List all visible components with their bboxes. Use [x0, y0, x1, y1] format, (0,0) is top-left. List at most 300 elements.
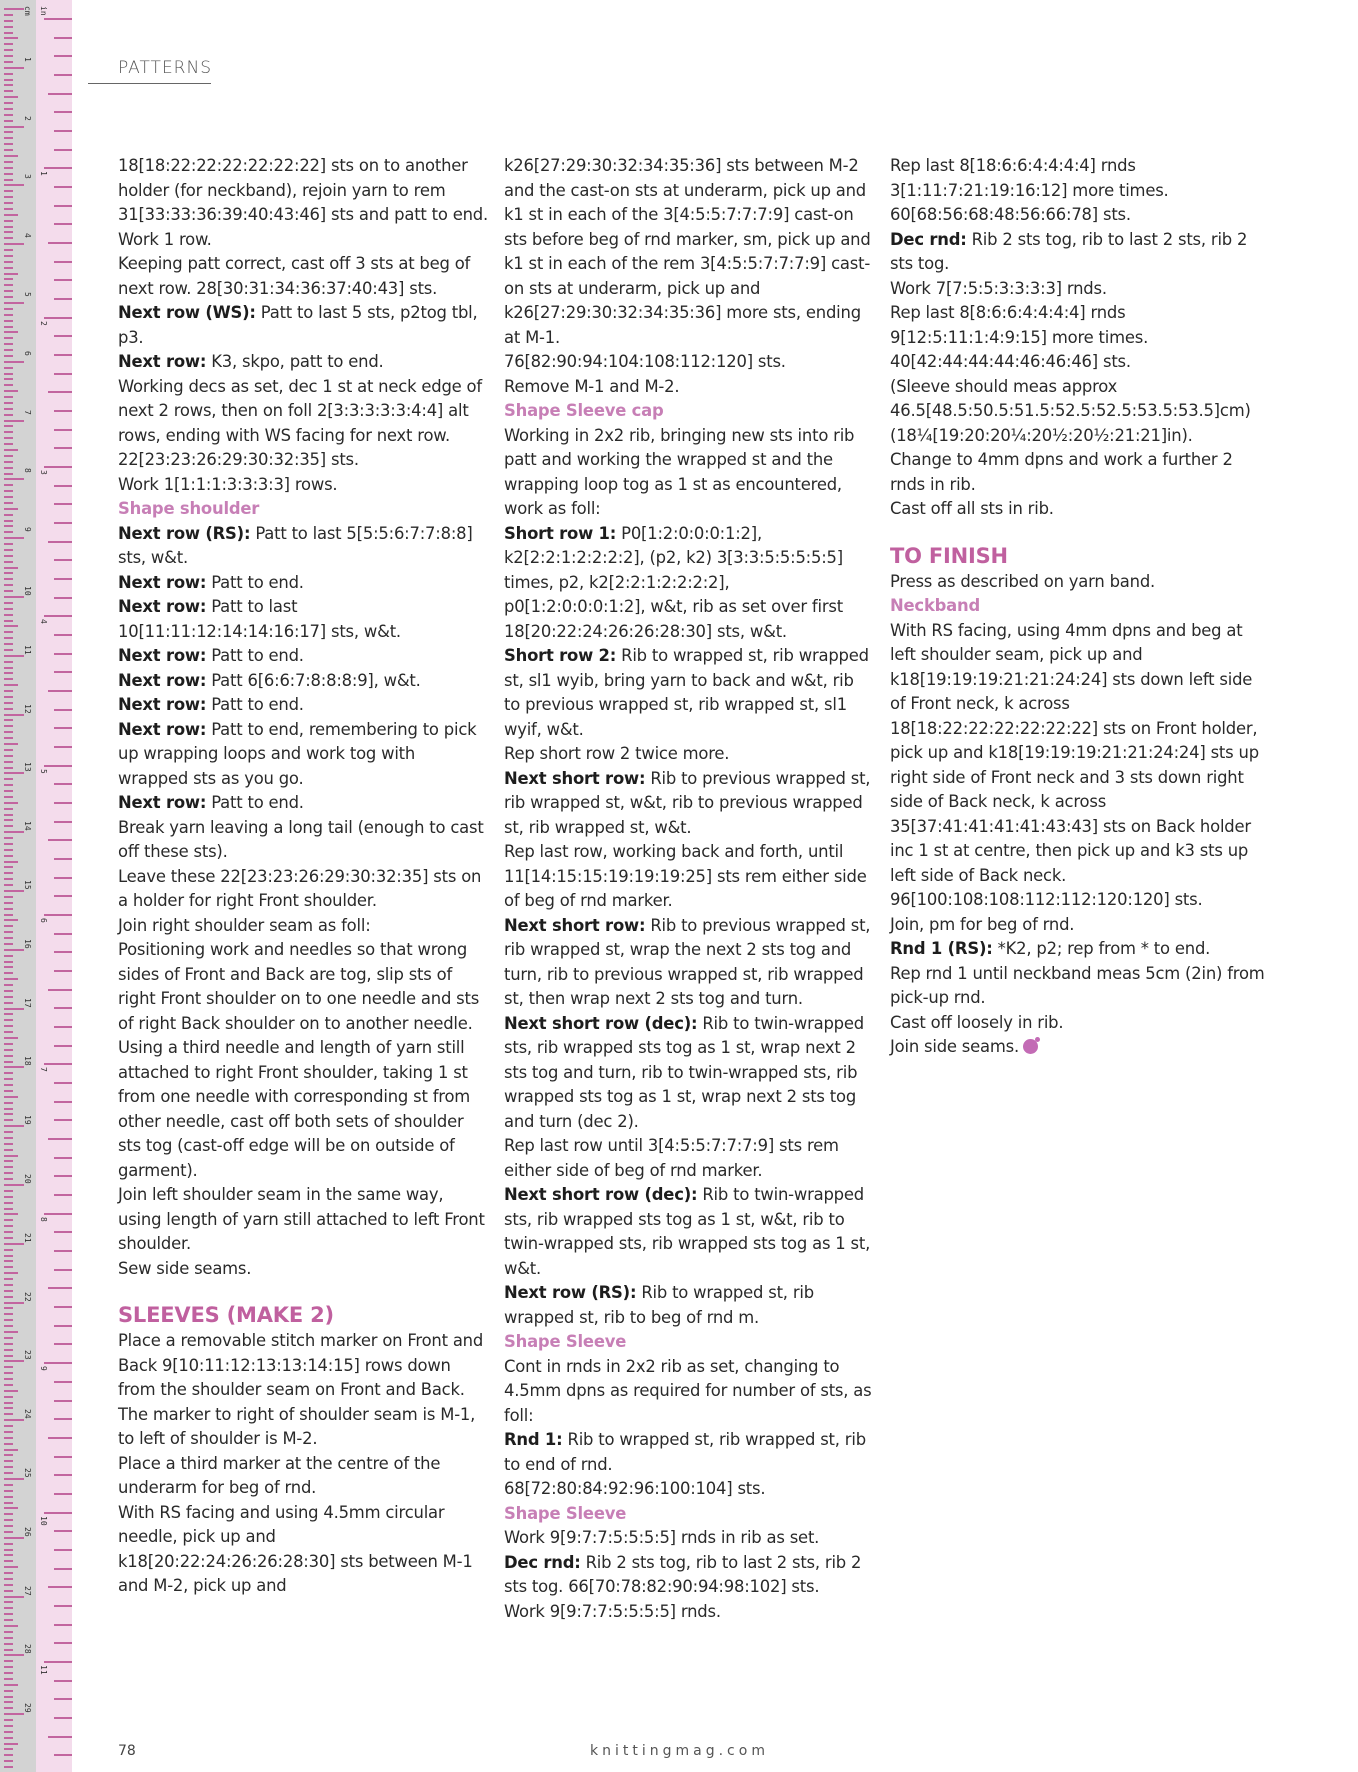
ruler-mm-tick [4, 984, 13, 986]
ruler-mm-tick [4, 902, 13, 904]
ruler-mm-tick [4, 1008, 24, 1010]
ruler-inch-tick [48, 839, 72, 841]
section-divider [88, 83, 211, 84]
ruler-mm-tick [4, 1766, 13, 1768]
ruler-mm-tick [4, 520, 13, 522]
ruler-mm-tick [4, 173, 13, 175]
ruler-inch-tick [54, 74, 72, 76]
instruction-paragraph [504, 742, 874, 767]
ruler-inch-tick [44, 1362, 72, 1364]
instruction-text: Rib to previous wrapped st, rib wrapped st, wrap the next 2 sts tog and turn, rib to previous wrapped st, rib wrapped st, then wrap next 2 sts tog and turn. [504, 915, 871, 1008]
ruler-mm-tick [4, 420, 24, 422]
ruler-mm-tick [4, 808, 13, 810]
ruler-cm-label: 6 [23, 350, 32, 356]
ruler-inch-tick [54, 485, 72, 487]
ruler-mm-tick [4, 1413, 13, 1415]
instruction-paragraph [118, 1183, 488, 1257]
instruction-paragraph [504, 1012, 874, 1135]
ruler-mm-tick [4, 1208, 13, 1210]
ruler-mm-tick [4, 1454, 13, 1456]
instruction-paragraph [118, 595, 488, 644]
instruction-paragraph [118, 816, 488, 865]
instruction-paragraph [890, 301, 1270, 375]
ruler-mm-tick [4, 337, 13, 339]
ruler-mm-tick [4, 1472, 13, 1474]
ruler-cm-label: 8 [23, 468, 32, 474]
instruction-text: Rib 2 sts tog, rib to last 2 sts, rib 2 sts tog. 66[70:78:82:90:94:98:102] sts. [504, 1552, 862, 1596]
instruction-text: Rep last row until 3[4:5:5:7:7:7:9] sts rem either side of beg of rnd marker. [504, 1136, 839, 1180]
ruler-inch-tick [54, 261, 72, 263]
instruction-text: Join side seams. [890, 1037, 1019, 1056]
instruction-label: Next row: [118, 670, 207, 690]
ruler-mm-tick [4, 384, 13, 386]
ruler-mm-tick [4, 578, 13, 580]
ruler-inch-label: 10 [39, 1515, 48, 1526]
ruler-mm-tick [4, 1155, 18, 1157]
instruction-paragraph [890, 375, 1270, 449]
ruler-mm-tick [4, 1049, 13, 1051]
instruction-paragraph [118, 718, 488, 792]
ruler-inch-tick [44, 18, 72, 20]
ruler-mm-tick [4, 1266, 13, 1268]
ruler-inch-tick [54, 1493, 72, 1495]
ruler-inch-tick [48, 1437, 72, 1439]
ruler-mm-tick [4, 908, 13, 910]
ruler-mm-tick [4, 155, 18, 157]
ruler-mm-tick [4, 378, 13, 380]
ruler-mm-tick [4, 1731, 13, 1733]
ruler-inch-tick [54, 970, 72, 972]
ruler-inch-tick [48, 1736, 72, 1738]
ruler-inch-tick [44, 1063, 72, 1065]
instruction-text: Work 1 row. [118, 229, 212, 249]
ruler-mm-tick [4, 261, 13, 263]
ruler-mm-tick [4, 1196, 13, 1198]
ruler-mm-tick [4, 1272, 18, 1274]
ruler-inch-tick [54, 354, 72, 356]
ruler-mm-tick [4, 761, 13, 763]
ruler-inch-tick [54, 1250, 72, 1252]
ruler-mm-tick [4, 684, 18, 686]
ruler-mm-tick [4, 1660, 13, 1662]
ruler-mm-tick [4, 884, 13, 886]
instruction-text: Join right shoulder seam as foll: [118, 915, 371, 935]
ruler-mm-tick [4, 914, 13, 916]
ruler-inch-tick [54, 1381, 72, 1383]
ruler-mm-tick [4, 1402, 13, 1404]
ruler-mm-tick [4, 661, 13, 663]
instruction-text: Press as described on yarn band. [890, 571, 1156, 591]
ruler-inch-tick [54, 933, 72, 935]
ruler-mm-tick [4, 1613, 13, 1615]
ruler-inch-tick [54, 858, 72, 860]
ruler-cm-label: 17 [23, 997, 32, 1008]
ruler-mm-tick [4, 1149, 13, 1151]
instruction-paragraph [504, 1551, 874, 1600]
ruler-cm-label: 22 [23, 1291, 32, 1302]
ruler-mm-tick [4, 1190, 13, 1192]
ruler-mm-tick [4, 220, 13, 222]
subsection-heading: Neckband [890, 596, 981, 615]
ruler-mm-tick [4, 367, 13, 369]
ruler-inch-tick [54, 410, 72, 412]
instruction-text: Join, pm for beg of rnd. [890, 914, 1075, 934]
instruction-text: Place a third marker at the centre of the underarm for beg of rnd. [118, 1453, 441, 1497]
ruler-inch-tick [54, 1549, 72, 1551]
ruler-inch-label: 5 [39, 768, 48, 774]
ruler-mm-tick [4, 208, 13, 210]
ruler-mm-tick [4, 278, 13, 280]
ruler-mm-tick [4, 1337, 13, 1339]
instruction-paragraph [118, 375, 488, 473]
ruler-mm-tick [4, 649, 13, 651]
instruction-paragraph [504, 767, 874, 841]
ruler-cm-label: 28 [23, 1644, 32, 1655]
ruler-mm-tick [4, 14, 13, 16]
ruler-mm-tick [4, 1307, 13, 1309]
ruler-mm-tick [4, 214, 18, 216]
ruler-mm-tick [4, 825, 13, 827]
ruler-mm-tick [4, 1072, 13, 1074]
instruction-paragraph [118, 1257, 488, 1282]
ruler-mm-tick [4, 1637, 13, 1639]
ruler-mm-tick [4, 749, 13, 751]
ruler-inch-tick [44, 466, 72, 468]
ruler-mm-tick [4, 525, 13, 527]
ruler-mm-tick [4, 55, 13, 57]
ruler-inch-tick [54, 55, 72, 57]
ruler-mm-tick [4, 1490, 13, 1492]
ruler-mm-tick [4, 767, 13, 769]
ruler-mm-tick [4, 1372, 13, 1374]
ruler-inch-label: 11 [39, 1664, 48, 1675]
instruction-text: Rep short row 2 twice more. [504, 744, 730, 763]
instruction-paragraph [504, 1355, 874, 1429]
instruction-text: Patt to end. [206, 793, 304, 812]
ruler-cm-label: 18 [23, 1056, 32, 1067]
ruler-mm-tick [4, 543, 13, 545]
ruler-mm-tick [4, 1460, 13, 1462]
column-right [890, 154, 1270, 1060]
ruler-mm-tick [4, 237, 13, 239]
ruler-mm-tick [4, 896, 13, 898]
ruler-inch-tick [44, 914, 72, 916]
ruler-inch-tick [54, 1026, 72, 1028]
ruler-inch-tick [44, 765, 72, 767]
ruler-mm-tick [4, 949, 24, 951]
ruler-mm-tick [4, 1513, 13, 1515]
instruction-label: Next row: [118, 646, 207, 665]
ruler-inch-tick [48, 391, 72, 393]
ruler-mm-tick [4, 796, 13, 798]
ruler-inch-unit: in [39, 6, 48, 16]
instruction-label: Rnd 1: [504, 1430, 563, 1449]
ruler-mm-tick [4, 1607, 13, 1609]
instruction-text: Rib to wrapped st, rib wrapped st, rib to beg of rnd m. [504, 1283, 814, 1327]
ruler-inch-tick [44, 615, 72, 617]
ruler-mm-tick [4, 1355, 13, 1357]
instruction-text: Cast off loosely in rib. [890, 1012, 1064, 1032]
ruler-mm-tick [4, 1525, 13, 1527]
instruction-label: Next row: [118, 572, 207, 592]
ruler-mm-tick [4, 1178, 13, 1180]
ruler-cm-label: 11 [23, 644, 32, 655]
ruler-mm-tick [4, 1478, 24, 1480]
ruler-cm-label: 5 [23, 292, 32, 297]
ruler-mm-tick [4, 549, 13, 551]
ruler-mm-tick [4, 1378, 13, 1380]
ruler-mm-tick [4, 90, 13, 92]
ruler-mm-tick [4, 1537, 24, 1539]
instruction-text: Rep last 8[18:6:6:4:4:4:4] rnds 3[1:11:7:21:19:16:12] more times. 60[68:56:68:48:56:66:78] sts. [890, 156, 1169, 224]
ruler-inch-tick [48, 1287, 72, 1289]
ruler-inch-tick [54, 1306, 72, 1308]
ruler-mm-tick [4, 184, 24, 186]
ruler-mm-tick [4, 179, 13, 181]
ruler-mm-tick [4, 1219, 13, 1221]
ruler-mm-tick [4, 1249, 13, 1251]
instruction-label: Next short row: [504, 768, 646, 788]
ruler-cm-label: 7 [23, 409, 32, 415]
ruler-mm-tick [4, 308, 13, 310]
ruler-mm-tick [4, 67, 24, 69]
ruler-mm-tick [4, 290, 13, 292]
ruler-mm-tick [4, 1055, 13, 1057]
ruler-mm-tick [4, 108, 13, 110]
ruler-mm-tick [4, 1549, 13, 1551]
ruler-mm-tick [4, 1425, 13, 1427]
instruction-text: Patt to last 5 sts, p2tog tbl, p3. [118, 303, 478, 347]
ruler-mm-tick [4, 1407, 13, 1409]
instruction-paragraph [504, 1428, 874, 1477]
instruction-paragraph [504, 1526, 874, 1551]
ruler-mm-tick [4, 1654, 24, 1656]
ruler-cm-label: 13 [23, 762, 32, 773]
ruler-cm-label: 3 [23, 174, 32, 180]
instruction-text: Rib to twin-wrapped sts, rib wrapped sts tog as 1 st, wrap next 2 sts tog and turn, rib to twin-wrapped sts, rib wrapped sts tog as 1 st, wrap next 2 sts tog and turn (dec 2). [504, 1013, 864, 1131]
ruler-mm-tick [4, 537, 24, 539]
ruler-mm-tick [4, 126, 24, 128]
ruler-mm-tick [4, 1108, 13, 1110]
instruction-paragraph [890, 448, 1270, 497]
instruction-paragraph [118, 938, 488, 1036]
ruler-inch-label: 4 [39, 619, 48, 625]
ruler-mm-tick [4, 1061, 13, 1063]
instruction-text: 76[82:90:94:104:108:112:120] sts. [504, 352, 786, 371]
instruction-paragraph [118, 473, 488, 498]
instruction-paragraph [118, 571, 488, 596]
page-number: 78 [118, 1743, 136, 1759]
instruction-text: Rib to twin-wrapped sts, rib wrapped sts tog as 1 st, w&t, rib to twin-wrapped sts, rib wrapped sts tog as 1 st, w&t. [504, 1185, 871, 1278]
ruler-mm-tick [4, 1466, 13, 1468]
ruler-mm-tick [4, 43, 13, 45]
ruler-mm-tick [4, 249, 13, 251]
ruler-mm-tick [4, 696, 13, 698]
ruler-mm-tick [4, 678, 13, 680]
instruction-paragraph [118, 1036, 488, 1183]
ruler-mm-tick [4, 1390, 18, 1392]
ruler-mm-tick [4, 1319, 13, 1321]
instruction-label: Next row (WS): [118, 303, 256, 322]
instruction-text: Patt to end. [206, 695, 304, 714]
ruler-mm-tick [4, 1090, 13, 1092]
ruler-mm-tick [4, 555, 13, 557]
ruler-inch-tick [54, 429, 72, 431]
ruler-mm-tick [4, 484, 13, 486]
ruler-cm-label: 20 [23, 1174, 32, 1184]
instruction-label: Next row (RS): [504, 1283, 637, 1302]
instruction-text: Cont in rnds in 2x2 rib as set, changing to 4.5mm dpns as required for number of sts, as foll: [504, 1356, 872, 1425]
ruler-mm-tick [4, 1066, 24, 1068]
ruler-inch-tick [54, 727, 72, 729]
ruler-mm-tick [4, 1025, 13, 1027]
ruler-mm-tick [4, 1031, 13, 1033]
ruler-inch-tick [54, 951, 72, 953]
ruler-cm-label: 9 [23, 527, 32, 533]
ruler-mm-tick [4, 1596, 24, 1598]
ruler-mm-tick [4, 1349, 13, 1351]
ruler-mm-tick [4, 1002, 13, 1004]
ruler-inch-tick [54, 1400, 72, 1402]
ruler-inch-label: 7 [39, 1067, 48, 1073]
ruler-mm-tick [4, 431, 13, 433]
ruler-mm-tick [4, 931, 13, 933]
ruler-inch-tick [54, 186, 72, 188]
subsection-heading: Shape Sleeve [504, 1332, 627, 1351]
ruler-mm-tick [4, 478, 24, 480]
instruction-text: With RS facing and using 4.5mm circular needle, pick up and k18[20:22:24:26:26:28:30] sts between M-1 and M-2, pick up and [118, 1502, 473, 1595]
instruction-label: Next row: [118, 695, 207, 714]
ruler-inch-tick [54, 279, 72, 281]
ruler-inch-tick [44, 1661, 72, 1663]
ruler-mm-tick [4, 1719, 13, 1721]
ruler-mm-tick [4, 149, 13, 151]
ruler-inch-tick [54, 802, 72, 804]
ruler-mm-tick [4, 1672, 13, 1674]
ruler-cm-label: 21 [23, 1232, 32, 1243]
ruler-mm-tick [4, 1184, 24, 1186]
ruler-cm-label: 24 [23, 1409, 32, 1419]
ruler-mm-tick [4, 1743, 18, 1745]
ruler-inch-tick [54, 1698, 72, 1700]
ruler-mm-tick [4, 1313, 13, 1315]
ruler-mm-tick [4, 1437, 13, 1439]
ruler-mm-tick [4, 32, 13, 34]
ruler-mm-tick [4, 861, 18, 863]
instruction-text: Patt to last 10[11:11:12:14:14:16:17] sts, w&t. [118, 597, 401, 641]
ruler-mm-tick [4, 1449, 18, 1451]
ruler-mm-tick [4, 1737, 13, 1739]
instruction-paragraph [504, 1134, 874, 1183]
instruction-text: Keeping patt correct, cast off 3 sts at beg of next row. 28[30:31:34:36:37:40:43] sts. [118, 254, 471, 298]
ruler-inch-tick [54, 671, 72, 673]
ruler-inch-tick [54, 111, 72, 113]
ruler-mm-tick [4, 1013, 13, 1015]
ruler-mm-tick [4, 1255, 13, 1257]
instruction-text: 18[18:22:22:22:22:22:22] sts on to another holder (for neckband), rejoin yarn to rem 31[33:33:36:39:40:43:46] sts and patt to end. [118, 156, 489, 224]
ruler-mm-tick [4, 672, 13, 674]
ruler-mm-tick [4, 831, 24, 833]
instruction-text: Place a removable stitch marker on Front and Back 9[10:11:12:13:13:14:15] rows down from the shoulder seam on Front and Back. The marker to right of shoulder seam is M-1, to left of shoulder is M-2. [118, 1331, 484, 1448]
ruler-mm-tick [4, 1560, 13, 1562]
ruler-mm-tick [4, 866, 13, 868]
ruler-mm-tick [4, 1431, 13, 1433]
instruction-paragraph [504, 1600, 874, 1625]
ruler-mm-tick [4, 843, 13, 845]
ruler-mm-tick [4, 302, 24, 304]
ruler-mm-tick [4, 978, 18, 980]
instruction-paragraph [504, 914, 874, 1012]
ruler-mm-tick [4, 1631, 13, 1633]
ruler-mm-tick [4, 1443, 13, 1445]
ruler-mm-tick [4, 625, 18, 627]
ruler-mm-tick [4, 714, 24, 716]
ruler-mm-tick [4, 1678, 13, 1680]
instruction-text: Using a third needle and length of yarn still attached to right Front shoulder, taking 1 st from one needle with corresponding st from other needle, cast off both sets of shoulder sts tog (cast-off edge will be on outside of garment). [118, 1038, 471, 1180]
instruction-label: Next row: [118, 719, 207, 739]
ruler-inch-tick [54, 149, 72, 151]
instruction-paragraph [504, 644, 874, 742]
instruction-paragraph [118, 154, 488, 228]
ruler-mm-tick [4, 396, 13, 398]
ruler-mm-tick [4, 1325, 13, 1327]
ruler-cm-label: 27 [23, 1585, 32, 1596]
ruler-inch-tick [54, 1605, 72, 1607]
ruler-mm-tick [4, 743, 18, 745]
ruler-mm-tick [4, 243, 24, 245]
ruler-cm-label: 1 [23, 56, 32, 62]
ruler-mm-tick [4, 1396, 13, 1398]
ruler-inch-tick [54, 1082, 72, 1084]
ruler-inch-tick [54, 1231, 72, 1233]
ruler-inch-tick [54, 503, 72, 505]
instruction-paragraph [504, 375, 874, 400]
ruler-mm-tick [4, 990, 13, 992]
ruler-inch-tick [54, 559, 72, 561]
instruction-text: Patt to last 5[5:5:6:7:7:8:8] sts, w&t. [118, 523, 473, 567]
ruler-mm-tick [4, 1160, 13, 1162]
instruction-label: Rnd 1 (RS): [890, 939, 993, 958]
instruction-text: Work 7[7:5:5:3:3:3:3] rnds. [890, 278, 1107, 298]
ruler-mm-tick [4, 1037, 18, 1039]
ruler-inch-tick [54, 1530, 72, 1532]
ruler-mm-tick [4, 819, 13, 821]
ruler-inch-tick [44, 1213, 72, 1215]
ruler-inch-tick [54, 223, 72, 225]
ruler-mm-tick [4, 502, 13, 504]
ruler-mm-tick [4, 508, 18, 510]
ruler-mm-tick [4, 937, 13, 939]
instruction-text: Work 9[9:7:7:5:5:5:5] rnds in rib as set. [504, 1528, 820, 1547]
ruler-inch-tick [48, 541, 72, 543]
ruler-mm-tick [4, 1202, 13, 1204]
ruler-mm-tick [4, 655, 24, 657]
ruler-inch-tick [54, 653, 72, 655]
ruler-mm-tick [4, 1119, 13, 1121]
ruler-mm-tick [4, 349, 13, 351]
ruler-mm-tick [4, 1213, 18, 1215]
ruler-mm-tick [4, 1543, 13, 1545]
ruler-inch-tick [54, 1456, 72, 1458]
instruction-paragraph [890, 1011, 1270, 1036]
ruler-mm-tick [4, 49, 13, 51]
ruler-mm-tick [4, 114, 13, 116]
ruler-mm-tick [4, 778, 13, 780]
ruler-mm-tick [4, 373, 13, 375]
ruler-inch-tick [54, 522, 72, 524]
ruler-mm-tick [4, 1748, 13, 1750]
ruler-mm-tick [4, 1302, 24, 1304]
